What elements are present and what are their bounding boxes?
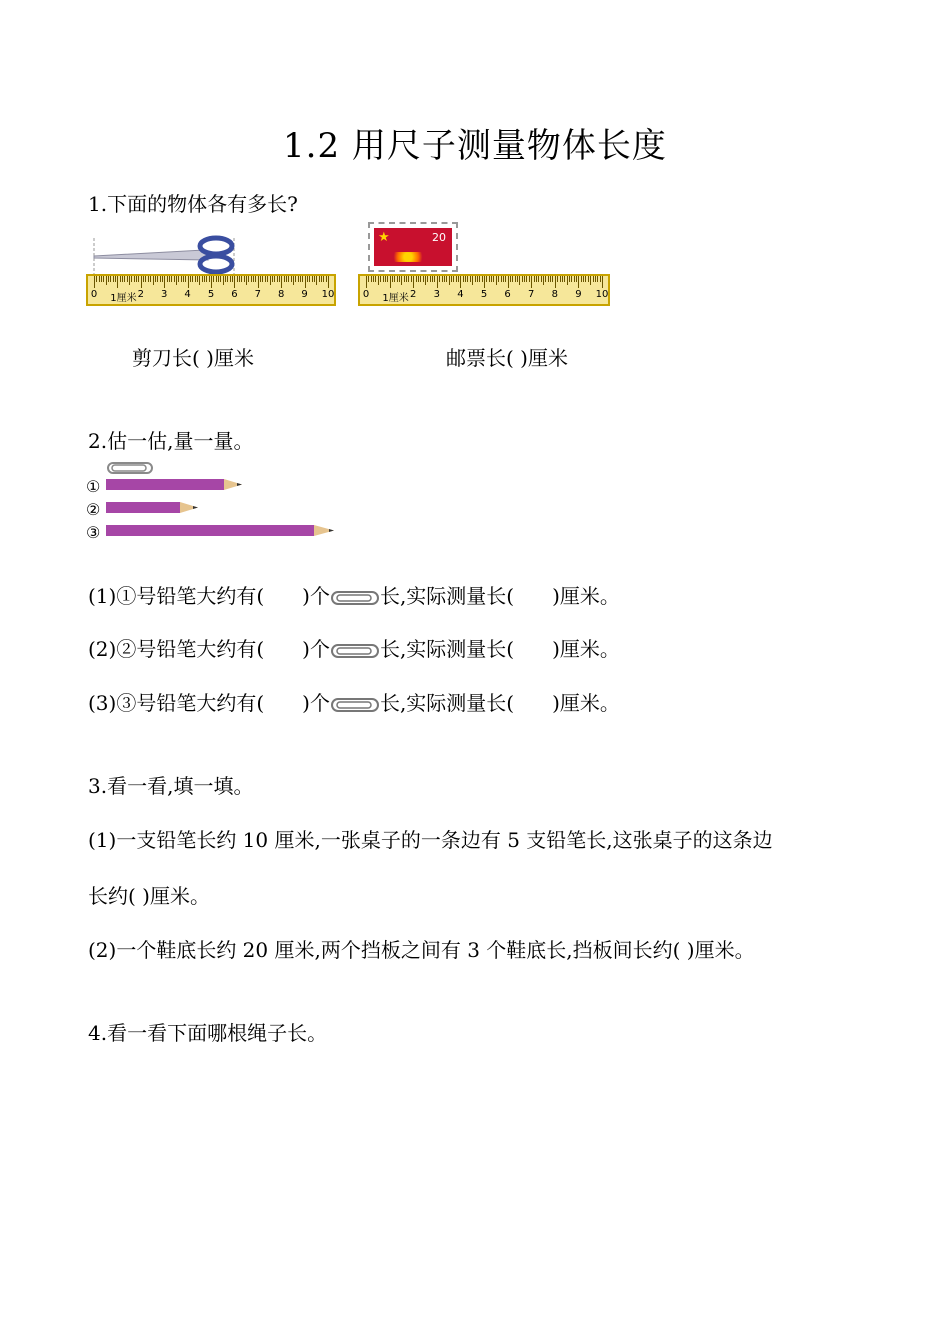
- paperclip-icon: [331, 697, 379, 713]
- ruler-tick: [185, 276, 186, 282]
- ruler-number: 4: [457, 289, 464, 300]
- ruler-tick: [244, 276, 245, 282]
- ruler-tick: [562, 276, 563, 282]
- ruler-tick: [176, 276, 177, 285]
- ruler-tick: [300, 276, 301, 282]
- ruler-tick: [183, 276, 184, 282]
- ruler-tick: [295, 276, 296, 282]
- ruler-tick: [557, 276, 558, 282]
- ruler-tick: [134, 276, 135, 282]
- question-3-item-1-line-2: 长约( )厘米。: [88, 884, 210, 908]
- ruler-tick: [467, 276, 468, 282]
- stamp-border: [368, 222, 458, 272]
- ruler-tick: [309, 276, 310, 282]
- ruler-tick: [253, 276, 254, 282]
- ruler-number: 3: [161, 289, 168, 300]
- ruler-tick: [503, 276, 504, 282]
- ruler-tick: [460, 276, 461, 288]
- ruler-number: 9: [301, 289, 308, 300]
- pencil-1: [106, 479, 242, 490]
- question-3-heading: 3.看一看,填一填。: [88, 774, 254, 798]
- ruler-tick: [218, 276, 219, 282]
- ruler-tick: [515, 276, 516, 282]
- question-2-item-2: (2)②号铅笔大约有( )个 长,实际测量长( )厘米。: [88, 637, 620, 661]
- ruler-tick: [413, 276, 414, 288]
- ruler-tick: [423, 276, 424, 282]
- ruler-tick: [581, 276, 582, 282]
- stamp-image: ★ 20: [374, 228, 452, 266]
- ruler-tick: [552, 276, 553, 282]
- ruler-tick: [475, 276, 476, 282]
- ruler-tick: [536, 276, 537, 282]
- ruler-tick: [314, 276, 315, 282]
- ruler-tick: [162, 276, 163, 282]
- ruler-tick: [375, 276, 376, 282]
- ruler-tick: [555, 276, 556, 288]
- ruler-tick: [465, 276, 466, 282]
- ruler-tick: [270, 276, 271, 285]
- ruler-tick: [505, 276, 506, 282]
- scissors-ruler-figure: [86, 232, 336, 308]
- ruler-tick: [578, 276, 579, 288]
- ruler-tick: [524, 276, 525, 282]
- ruler-tick: [548, 276, 549, 282]
- ruler-number: 1厘米: [382, 293, 409, 304]
- question-4-heading: 4.看一看下面哪根绳子长。: [88, 1021, 328, 1045]
- ruler-tick: [498, 276, 499, 282]
- ruler-tick: [171, 276, 172, 282]
- ruler-tick: [574, 276, 575, 282]
- ruler-tick: [526, 276, 527, 282]
- ruler-tick: [293, 276, 294, 285]
- ruler-tick: [550, 276, 551, 282]
- ruler-tick: [390, 276, 391, 288]
- ruler-tick: [401, 276, 402, 285]
- ruler-number: 2: [137, 289, 144, 300]
- ruler-tick: [195, 276, 196, 282]
- question-3-item-2: (2)一个鞋底长约 20 厘米,两个挡板之间有 3 个鞋底长,挡板间长约( )厘米。: [88, 938, 755, 962]
- ruler-number: 6: [231, 289, 238, 300]
- ruler-tick: [472, 276, 473, 285]
- ruler-tick: [508, 276, 509, 288]
- ruler-tick: [136, 276, 137, 282]
- page-title: 1.2 用尺子测量物体长度: [283, 126, 667, 166]
- ruler-tick: [380, 276, 381, 282]
- ruler-tick: [484, 276, 485, 288]
- ruler-tick: [597, 276, 598, 282]
- ruler-tick: [418, 276, 419, 282]
- ruler-tick: [323, 276, 324, 282]
- ruler-tick: [316, 276, 317, 285]
- ruler-tick: [477, 276, 478, 282]
- ruler-tick: [96, 276, 97, 282]
- ruler-tick: [538, 276, 539, 282]
- ruler-tick: [439, 276, 440, 282]
- ruler-tick: [246, 276, 247, 285]
- ruler-tick: [220, 276, 221, 282]
- ruler-number: 3: [433, 289, 440, 300]
- ruler-tick: [155, 276, 156, 282]
- ruler-tick: [529, 276, 530, 282]
- ruler-tick: [122, 276, 123, 282]
- ruler-tick: [260, 276, 261, 282]
- ruler-tick: [190, 276, 191, 282]
- ruler-number: 0: [362, 289, 370, 300]
- ruler-tick: [427, 276, 428, 282]
- ruler-tick: [534, 276, 535, 282]
- stamp-ruler-figure: [358, 222, 610, 308]
- question-1-heading: 1.下面的物体各有多长?: [88, 192, 298, 216]
- ruler-tick: [225, 276, 226, 282]
- ruler-tick: [328, 276, 329, 288]
- ruler-tick: [284, 276, 285, 282]
- ruler-tick: [449, 276, 450, 285]
- question-2-item-1: (1)①号铅笔大约有( )个 长,实际测量长( )厘米。: [88, 584, 620, 608]
- ruler-number: 1厘米: [110, 293, 137, 304]
- ruler-tick: [408, 276, 409, 282]
- ruler-tick: [411, 276, 412, 282]
- ruler-tick: [129, 276, 130, 285]
- ruler-tick: [143, 276, 144, 282]
- ruler-number: 7: [254, 289, 261, 300]
- ruler-tick: [204, 276, 205, 282]
- ruler-tick: [366, 276, 367, 288]
- ruler-tick: [307, 276, 308, 282]
- ruler-tick: [399, 276, 400, 282]
- ruler-tick: [576, 276, 577, 282]
- ruler-tick: [383, 276, 384, 282]
- ruler-tick: [272, 276, 273, 282]
- ruler-tick: [255, 276, 256, 282]
- ruler-tick: [444, 276, 445, 282]
- ruler-tick: [463, 276, 464, 282]
- ruler-tick: [157, 276, 158, 282]
- ruler-tick: [216, 276, 217, 282]
- ruler-tick: [326, 276, 327, 282]
- ruler-tick: [120, 276, 121, 282]
- ruler-tick: [181, 276, 182, 282]
- ruler-tick: [543, 276, 544, 285]
- ruler-tick: [571, 276, 572, 282]
- paperclip-icon: [108, 463, 152, 473]
- ruler-tick: [416, 276, 417, 282]
- ruler-tick: [237, 276, 238, 282]
- ruler-tick: [241, 276, 242, 282]
- scissors-icon: [86, 232, 336, 276]
- ruler-tick: [305, 276, 306, 288]
- ruler-tick: [99, 276, 100, 282]
- pencil-3: [106, 525, 334, 536]
- ruler-tick: [113, 276, 114, 282]
- ruler-tick: [458, 276, 459, 282]
- ruler-tick: [456, 276, 457, 282]
- ruler-tick: [569, 276, 570, 282]
- ruler-tick: [192, 276, 193, 282]
- ruler-tick: [564, 276, 565, 282]
- ruler-tick: [588, 276, 589, 282]
- ruler-tick: [206, 276, 207, 282]
- ruler-tick: [482, 276, 483, 282]
- pencils-figure: [86, 460, 346, 544]
- ruler-tick: [319, 276, 320, 282]
- ruler-tick: [600, 276, 601, 282]
- ruler-tick: [202, 276, 203, 282]
- ruler-number: 5: [480, 289, 488, 300]
- ruler-number: 0: [90, 289, 98, 300]
- ruler-tick: [197, 276, 198, 282]
- ruler-tick: [491, 276, 492, 282]
- ruler-tick: [223, 276, 224, 285]
- ruler-tick: [496, 276, 497, 285]
- ruler-tick: [302, 276, 303, 282]
- ruler-tick: [174, 276, 175, 282]
- ruler-tick: [115, 276, 116, 282]
- ruler-number: 5: [207, 289, 215, 300]
- ruler-tick: [493, 276, 494, 282]
- scissors-length-answer: 剪刀长( )厘米: [132, 346, 254, 370]
- ruler-tick: [394, 276, 395, 282]
- question-2-item-3: (3)③号铅笔大约有( )个 长,实际测量长( )厘米。: [88, 691, 620, 715]
- ruler-tick: [251, 276, 252, 282]
- ruler-tick: [281, 276, 282, 288]
- ruler-tick: [501, 276, 502, 282]
- ruler-tick: [209, 276, 210, 282]
- ruler-tick: [286, 276, 287, 282]
- ruler-tick: [127, 276, 128, 282]
- ruler-tick: [279, 276, 280, 282]
- ruler-tick: [406, 276, 407, 282]
- ruler-number: 8: [551, 289, 558, 300]
- ruler-tick: [590, 276, 591, 285]
- ruler-tick: [510, 276, 511, 282]
- stamp-length-answer: 邮票长( )厘米: [446, 346, 568, 370]
- ruler-tick: [541, 276, 542, 282]
- ruler-tick: [167, 276, 168, 282]
- ruler-tick: [432, 276, 433, 282]
- ruler-number: 2: [410, 289, 417, 300]
- ruler-tick: [211, 276, 212, 288]
- ruler-tick: [124, 276, 125, 282]
- ruler-tick: [385, 276, 386, 282]
- question-3-item-1-line-1: (1)一支铅笔长约 10 厘米,一张桌子的一条边有 5 支铅笔长,这张桌子的这条边: [88, 828, 773, 852]
- ruler-tick: [239, 276, 240, 282]
- ruler-tick: [145, 276, 146, 282]
- ruler-tick: [470, 276, 471, 282]
- ruler-tick: [188, 276, 189, 288]
- ruler-tick: [160, 276, 161, 282]
- ruler-tick: [288, 276, 289, 282]
- ruler-tick: [110, 276, 111, 282]
- ruler-tick: [248, 276, 249, 282]
- ruler-tick: [531, 276, 532, 288]
- ruler-tick: [267, 276, 268, 282]
- ruler-tick: [138, 276, 139, 282]
- stamp-value: 20: [432, 231, 446, 244]
- ruler-tick: [103, 276, 104, 282]
- ruler-tick: [567, 276, 568, 285]
- question-2-heading: 2.估一估,量一量。: [88, 429, 254, 453]
- ruler-tick: [517, 276, 518, 282]
- ruler-number: 6: [504, 289, 511, 300]
- ruler-tick: [131, 276, 132, 282]
- ruler-tick: [371, 276, 372, 282]
- ruler: [358, 274, 610, 306]
- ruler-tick: [153, 276, 154, 285]
- ruler-tick: [262, 276, 263, 282]
- ruler-tick: [479, 276, 480, 282]
- ruler-tick: [446, 276, 447, 282]
- ruler-tick: [489, 276, 490, 282]
- ruler-tick: [108, 276, 109, 282]
- ruler-tick: [169, 276, 170, 282]
- ruler-tick: [442, 276, 443, 282]
- ruler-tick: [593, 276, 594, 282]
- ruler-tick: [451, 276, 452, 282]
- ruler-tick: [277, 276, 278, 282]
- ruler: [86, 274, 336, 306]
- ruler-number: 4: [184, 289, 191, 300]
- ruler-tick: [148, 276, 149, 282]
- ruler-tick: [164, 276, 165, 288]
- ruler-tick: [274, 276, 275, 282]
- pencil-mark-2: ②: [86, 500, 101, 519]
- ruler-tick: [404, 276, 405, 282]
- paperclip-icon: [331, 643, 379, 659]
- ruler-tick: [425, 276, 426, 285]
- ruler-tick: [298, 276, 299, 282]
- ruler-tick: [227, 276, 228, 282]
- ruler-tick: [291, 276, 292, 282]
- ruler-tick: [378, 276, 379, 285]
- ruler-tick: [117, 276, 118, 288]
- pencil-mark-3: ③: [86, 523, 101, 542]
- ruler-tick: [232, 276, 233, 282]
- ruler-tick: [230, 276, 231, 282]
- ruler-tick: [321, 276, 322, 282]
- ruler-tick: [94, 276, 95, 288]
- ruler-tick: [486, 276, 487, 282]
- pencil-2: [106, 502, 198, 513]
- ruler-number: 9: [575, 289, 582, 300]
- ruler-tick: [101, 276, 102, 282]
- ruler-tick: [392, 276, 393, 282]
- ruler-tick: [258, 276, 259, 288]
- ruler-tick: [583, 276, 584, 282]
- ruler-tick: [397, 276, 398, 282]
- ruler-tick: [387, 276, 388, 282]
- ruler-tick: [150, 276, 151, 282]
- ruler-tick: [213, 276, 214, 282]
- pencils-svg: [86, 460, 346, 544]
- paperclip-icon: [331, 590, 379, 606]
- ruler-tick: [430, 276, 431, 282]
- ruler-tick: [519, 276, 520, 285]
- ruler-tick: [106, 276, 107, 285]
- ruler-tick: [434, 276, 435, 282]
- ruler-tick: [522, 276, 523, 282]
- ruler-number: 10: [321, 289, 335, 300]
- pencil-mark-1: ①: [86, 477, 101, 496]
- ruler-tick: [453, 276, 454, 282]
- ruler-tick: [560, 276, 561, 282]
- ruler-tick: [420, 276, 421, 282]
- ruler-tick: [602, 276, 603, 288]
- ruler-tick: [595, 276, 596, 282]
- ruler-tick: [234, 276, 235, 288]
- ruler-tick: [437, 276, 438, 288]
- ruler-tick: [178, 276, 179, 282]
- ruler-tick: [512, 276, 513, 282]
- ruler-tick: [545, 276, 546, 282]
- ruler-tick: [585, 276, 586, 282]
- ruler-tick: [141, 276, 142, 288]
- ruler-number: 10: [595, 289, 609, 300]
- ruler-tick: [373, 276, 374, 282]
- ruler-tick: [265, 276, 266, 282]
- ruler-number: 7: [528, 289, 535, 300]
- ruler-tick: [199, 276, 200, 285]
- ruler-number: 8: [278, 289, 285, 300]
- ruler-tick: [368, 276, 369, 282]
- ruler-tick: [312, 276, 313, 282]
